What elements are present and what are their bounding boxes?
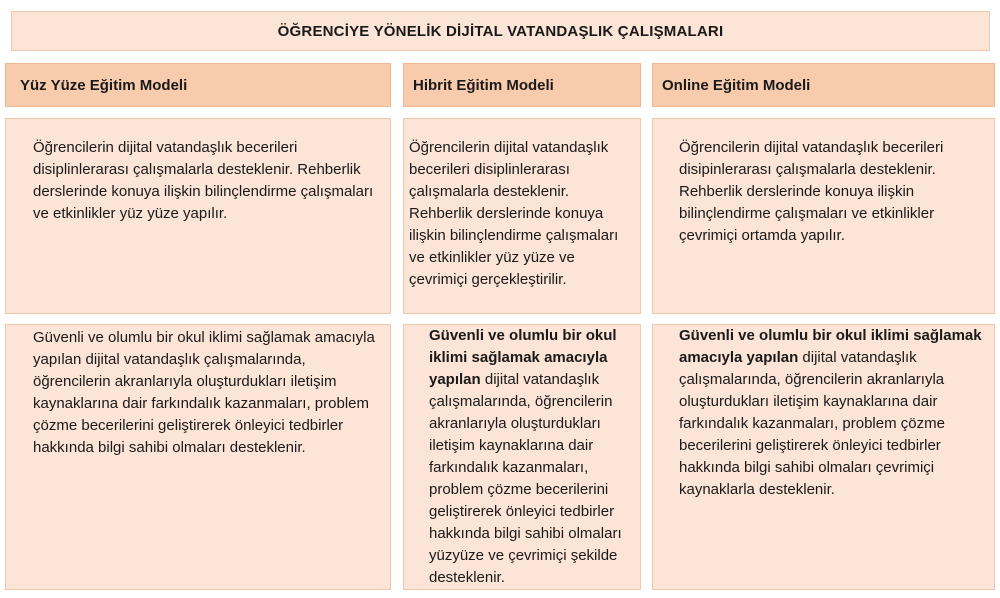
- diagram-title-text: ÖĞRENCİYE YÖNELİK DİJİTAL VATANDAŞLIK ÇALIŞMALARI: [277, 22, 724, 40]
- cell-hybrid-climate-rest: dijital vatandaşlık çalışmalarında, öğrencilerin akranlarıyla oluşturdukları iletişim kaynaklarına dair farkındalık kazanmaları, problem çözme becerilerini geliştirerek önleyici tedbirler hakkında bilgi sahibi olmaları yüzyüze ve çevrimiçi şekilde desteklenir.: [429, 371, 622, 586]
- cell-online-activities: [652, 118, 995, 314]
- diagram-title: [11, 11, 990, 51]
- header-online-label: Online Eğitim Modeli: [662, 76, 811, 94]
- cell-hybrid-climate-bold: Güvenli ve olumlu bir okul iklimi sağlamak amacıyla yapılan: [429, 327, 617, 388]
- cell-hybrid-activities: [403, 118, 641, 314]
- cell-hybrid-climate: [403, 324, 641, 590]
- header-hybrid: [403, 63, 641, 107]
- cell-face-to-face-climate-text: [33, 327, 378, 459]
- cell-hybrid-climate-text: [429, 325, 636, 589]
- cell-face-to-face-activities: [5, 118, 391, 314]
- header-face-to-face-label: Yüz Yüze Eğitim Modeli: [20, 76, 188, 94]
- cell-online-climate-rest: dijital vatandaşlık çalışmalarında, öğrencilerin akranlarıyla oluşturdukları iletişim kaynaklarına dair farkındalık kazanmaları, problem çözme becerilerini geliştirerek önleyici tedbirler hakkında bilgi sahibi olmaları çevrimiçi kaynaklarla desteklenir.: [679, 349, 945, 498]
- cell-online-climate: [652, 324, 995, 590]
- cell-face-to-face-activities-text: Öğrencilerin dijital vatandaşlık becerileri disiplinlerarası çalışmalarla desteklenir. Rehberlik derslerinde konuya ilişkin bilinçlendirme çalışmaları ve etkinlikler yüz yüze yapılır.: [33, 139, 374, 222]
- header-online: [652, 63, 995, 107]
- cell-face-to-face-climate: [5, 324, 391, 590]
- cell-online-climate-bold: Güvenli ve olumlu bir okul iklimi sağlamak amacıyla yapılan: [679, 327, 982, 366]
- header-hybrid-label: Hibrit Eğitim Modeli: [413, 77, 554, 94]
- cell-online-climate-text: [679, 325, 986, 501]
- cell-hybrid-activities-text: Öğrencilerin dijital vatandaşlık becerileri disiplinlerarası çalışmalarla desteklenir. Rehberlik derslerinde konuya ilişkin bilinçlendirme çalışmaları ve etkinlikler yüz yüze ve çevrimiçi gerçekleştirilir.: [409, 139, 619, 288]
- header-face-to-face: [5, 63, 391, 107]
- cell-face-to-face-climate-rest: Güvenli ve olumlu bir okul iklimi sağlamak amacıyla yapılan dijital vatandaşlık çalışmalarında, öğrencilerin akranlarıyla oluşturdukları iletişim kaynaklarına dair farkındalık kazanmaları, problem çözme becerilerini geliştirerek önleyici tedbirler hakkında bilgi sahibi olmaları desteklenir.: [33, 329, 375, 456]
- cell-online-activities-text: Öğrencilerin dijital vatandaşlık becerileri disipinlerarası çalışmalarla desteklenir. Rehberlik derslerinde konuya ilişkin bilinçlendirme çalışmaları ve etkinlikler çevrimiçi ortamda yapılır.: [679, 139, 944, 244]
